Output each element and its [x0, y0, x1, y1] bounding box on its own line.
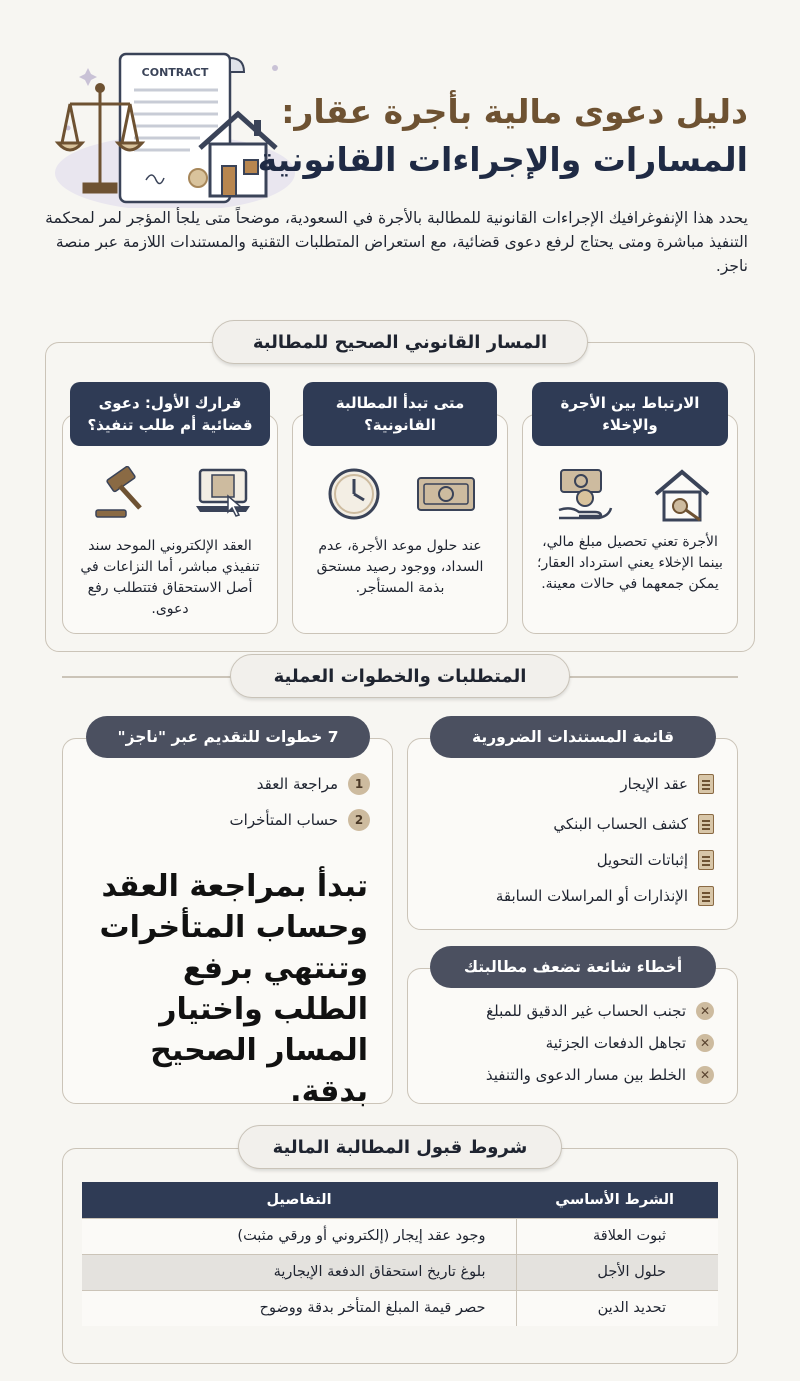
step-item: [257, 773, 370, 795]
x-circle-icon: ✕: [696, 1066, 714, 1084]
house-key-icon: [650, 466, 714, 524]
table-cell-condition: حلول الأجل: [516, 1254, 718, 1290]
card-when-start: [292, 414, 508, 634]
conditions-table: [82, 1182, 718, 1326]
card-when-start-text: عند حلول موعد الأجرة، عدم السداد، ووجود رصيد مستحق بذمة المستأجر.: [316, 538, 484, 596]
table-cell-condition: تحديد الدين: [516, 1290, 718, 1326]
table-header-condition: الشرط الأساسي: [516, 1182, 718, 1218]
document-item: [597, 850, 714, 870]
card-rent-eviction-title: الارتباط بين الأجرة والإخلاء: [532, 382, 728, 446]
contract-illustration: [50, 48, 300, 208]
table-cell-details: وجود عقد إيجار (إلكتروني أو ورقي مثبت): [82, 1218, 516, 1254]
x-circle-icon: ✕: [696, 1002, 714, 1020]
step-number: 1: [348, 773, 370, 795]
section1-title: المسار القانوني الصحيح للمطالبة: [212, 320, 588, 364]
document-icon: [698, 886, 714, 906]
document-item: [496, 886, 714, 906]
step-item: [230, 809, 370, 831]
document-item: [620, 774, 714, 794]
table-header-row: [82, 1182, 718, 1218]
page-title-line1: دليل دعوى مالية بأجرة عقار:: [281, 92, 748, 131]
card-first-decision-title: قرارك الأول: دعوى قضائية أم طلب تنفيذ؟: [70, 382, 270, 446]
clock-icon: [326, 466, 382, 522]
step-label: مراجعة العقد: [256, 775, 338, 793]
mistake-item-label: تجاهل الدفعات الجزئية: [545, 1034, 686, 1052]
card-rent-eviction: [522, 414, 738, 634]
table-header-details: التفاصيل: [82, 1182, 516, 1218]
x-circle-icon: ✕: [696, 1034, 714, 1052]
laptop-document-icon: [194, 466, 252, 522]
card-when-start-title: متى تبدأ المطالبة القانونية؟: [303, 382, 497, 446]
document-item-label: عقد الإيجار: [620, 775, 688, 793]
mistake-item: [546, 1034, 714, 1052]
step-number: 2: [348, 809, 370, 831]
table-row: [82, 1254, 718, 1290]
document-icon: [698, 850, 714, 870]
mistake-item-label: الخلط بين مسار الدعوى والتنفيذ: [485, 1066, 686, 1084]
document-item: [553, 814, 714, 834]
mistake-item: [486, 1066, 714, 1084]
document-item-label: كشف الحساب البنكي: [553, 815, 688, 833]
card-rent-eviction-text: الأجرة تعني تحصيل مبلغ مالي، بينما الإخلاء يعني استرداد العقار؛ يمكن جمعهما في حالات معينة.: [537, 534, 723, 592]
mistake-item: [486, 1002, 714, 1020]
section3-title: شروط قبول المطالبة المالية: [238, 1125, 562, 1169]
steps-summary: تبدأ بمراجعة العقد وحساب المتأخرات وتنتهي برفع الطلب واختيار المسار الصحيح بدقة.: [99, 869, 368, 1109]
money-hand-icon: [555, 466, 613, 524]
steps-title: 7 خطوات للتقديم عبر "ناجز": [86, 716, 370, 758]
document-icon: [698, 774, 714, 794]
table-cell-details: بلوغ تاريخ استحقاق الدفعة الإيجارية: [82, 1254, 516, 1290]
mistake-item-label: تجنب الحساب غير الدقيق للمبلغ: [486, 1002, 686, 1020]
intro-paragraph: يحدد هذا الإنفوغرافيك الإجراءات القانونية للمطالبة بالأجرة في السعودية، موضحاً متى يلجأ المؤجر لمر لمحكمة التنفيذ مباشرة ومتى يحتاج لرفع دعوى قضائية، مع استعراض المتطلبات التقنية والمستندات اللازمة عبر منصة ناجز.: [45, 209, 748, 275]
documents-title: قائمة المستندات الضرورية: [430, 716, 716, 758]
contract-label: CONTRACT: [141, 66, 209, 79]
table-cell-details: حصر قيمة المبلغ المتأخر بدقة ووضوح: [82, 1290, 516, 1326]
banknote-icon: [414, 472, 478, 516]
gavel-icon: [90, 466, 150, 522]
document-item-label: الإنذارات أو المراسلات السابقة: [495, 887, 688, 905]
document-item-label: إثباتات التحويل: [596, 851, 688, 869]
page-title-line2: المسارات والإجراءات القانونية: [257, 140, 748, 179]
table-row: [82, 1290, 718, 1326]
table-row: [82, 1218, 718, 1254]
step-label: حساب المتأخرات: [229, 811, 338, 829]
document-icon: [698, 814, 714, 834]
table-cell-condition: ثبوت العلاقة: [516, 1218, 718, 1254]
section2-title: المتطلبات والخطوات العملية: [230, 654, 570, 698]
card-first-decision-text: العقد الإلكتروني الموحد سند تنفيذي مباشر، أما النزاعات في أصل الاستحقاق فتتطلب رفع دعوى.: [80, 538, 260, 617]
mistakes-title: أخطاء شائعة تضعف مطالبتك: [430, 946, 716, 988]
